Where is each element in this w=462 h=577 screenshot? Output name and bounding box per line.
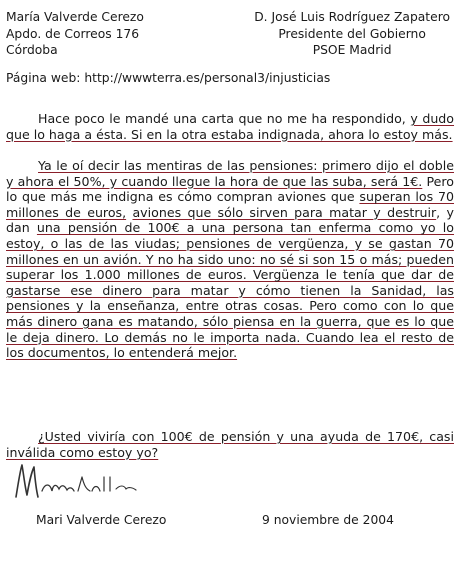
paragraph-2-underlined-2: superan los 70 millones de euros,	[6, 189, 454, 220]
paragraph-2-underlined-1: Ya le oí decir las mentiras de las pensiones: primero dijo el doble y ahora el 50%, y cuando llegue la hora de que las suba, será 1€.	[6, 158, 454, 189]
paragraph-3-underlined: ¿Usted viviría con 100€ de pensión y una ayuda de 170€, casi inválida como estoy yo?	[6, 429, 454, 460]
recipient-name: D. José Luis Rodríguez Zapatero	[254, 10, 450, 24]
paragraph-2-text-3: , y dan	[6, 204, 454, 236]
signature-name: Mari Valverde Cerezo	[36, 513, 167, 527]
handwritten-signature	[12, 457, 142, 503]
website-line: Página web: http://wwwterra.es/personal3/injusticias	[6, 71, 331, 85]
paragraph-2	[6, 158, 454, 361]
paragraph-2-underlined-3: aviones que sólo sirven para matar y destruir	[132, 204, 437, 220]
letter-date: 9 noviembre de 2004	[262, 513, 394, 527]
recipient-title: Presidente del Gobierno	[278, 26, 426, 41]
paragraph-3	[6, 429, 454, 460]
recipient-block	[254, 9, 450, 59]
paragraph-2-underlined-4: una pensión de 100€ a una persona tan enferma como yo lo estoy, o las de las viudas; pensiones de vergüenza, y se gastan 70 millones en un avión. Y no ha sido uno: no sé si son 15 o más; pueden superar los 1.000 millones de euros. Vergüenza le tenía que dar de gastarse ese dinero para matar y cómo tienen la Sanidad, las pensiones y la enseñanza, entre otras cosas. Pero como con lo que más dinero gana es matando, sólo piensa en la guerra, que es lo que le deja dinero. Lo demás no le importa nada. Cuando lea el resto de los documentos, lo entenderá mejor.	[6, 220, 455, 361]
recipient-address: PSOE Madrid	[312, 43, 392, 57]
paragraph-1-text: Hace poco le mandé una carta que no me ha respondido,	[38, 111, 411, 126]
paragraph-1	[6, 111, 454, 142]
paragraph-1-underlined: y dudo que lo haga a ésta. Si en la otra estaba indignada, ahora lo estoy más.	[6, 111, 455, 142]
sender-city: Córdoba	[6, 43, 58, 57]
paragraph-2-text-1: Pero lo que más me indigna es cómo compran aviones que	[6, 173, 454, 205]
sender-address: Apdo. de Correos 176	[6, 26, 140, 41]
sender-name: María Valverde Cerezo	[6, 10, 144, 24]
sender-block	[6, 9, 144, 59]
